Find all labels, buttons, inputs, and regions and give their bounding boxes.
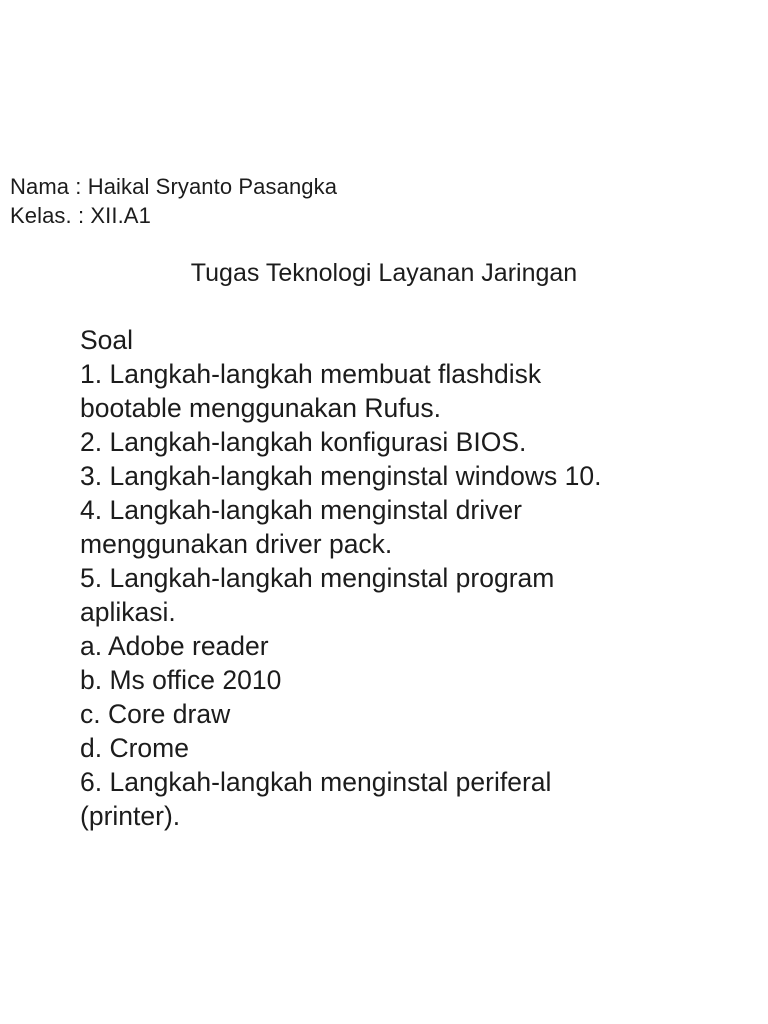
question-line: 5. Langkah-langkah menginstal program bbox=[80, 563, 555, 593]
question-line: bootable menggunakan Rufus. bbox=[80, 393, 441, 423]
question-line: aplikasi. bbox=[80, 597, 176, 627]
question-list bbox=[80, 323, 750, 833]
soal-heading: Soal bbox=[80, 325, 134, 355]
student-info bbox=[10, 172, 337, 230]
question-line: 4. Langkah-langkah menginstal driver bbox=[80, 495, 522, 525]
student-class: Kelas. : XII.A1 bbox=[10, 203, 151, 228]
document-title: Tugas Teknologi Layanan Jaringan bbox=[190, 259, 578, 287]
question-line: menggunakan driver pack. bbox=[80, 529, 393, 559]
question-subitem: d. Crome bbox=[80, 733, 189, 763]
question-line: 6. Langkah-langkah menginstal periferal bbox=[80, 767, 552, 797]
question-line: 1. Langkah-langkah membuat flashdisk bbox=[80, 359, 542, 389]
question-subitem: b. Ms office 2010 bbox=[80, 665, 282, 695]
question-line: (printer). bbox=[80, 801, 181, 831]
question-line: 3. Langkah-langkah menginstal windows 10. bbox=[80, 461, 602, 491]
question-line: 2. Langkah-langkah konfigurasi BIOS. bbox=[80, 427, 527, 457]
question-subitem: a. Adobe reader bbox=[80, 631, 269, 661]
student-name: Nama : Haikal Sryanto Pasangka bbox=[10, 174, 338, 199]
question-subitem: c. Core draw bbox=[80, 699, 231, 729]
